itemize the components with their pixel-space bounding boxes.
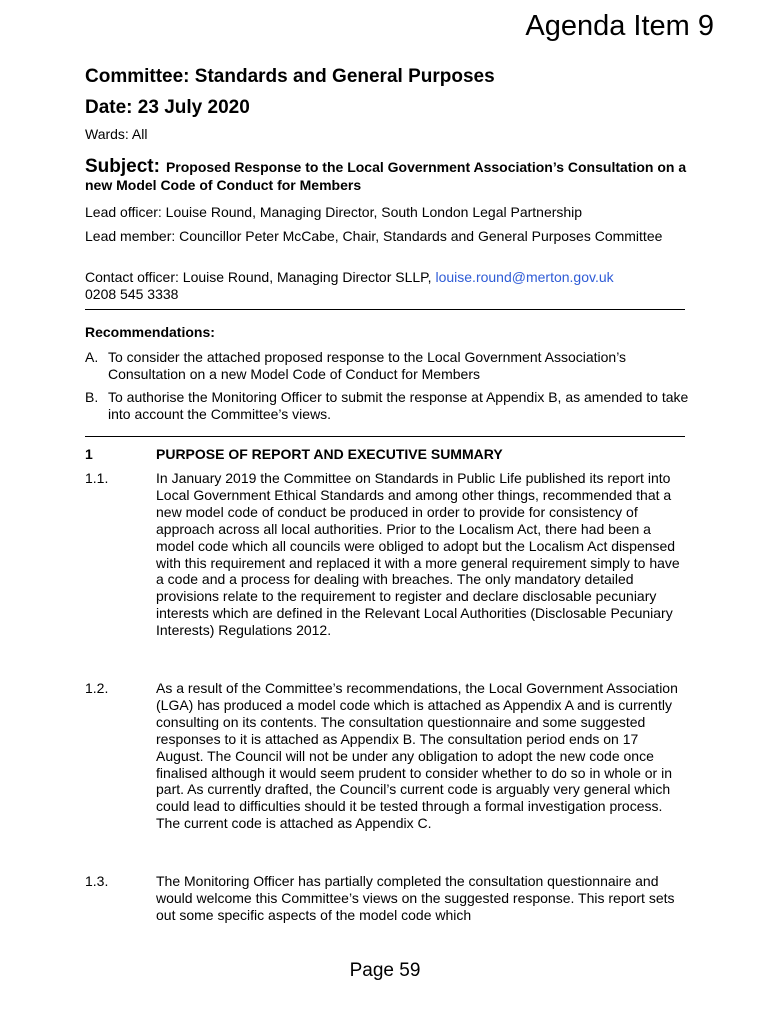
recommendation-text: To consider the attached proposed response to the Local Government Association’s Consultation on a new Model Code of Conduct for Members bbox=[108, 349, 627, 382]
contact-officer bbox=[85, 269, 695, 303]
divider-rule bbox=[85, 309, 685, 310]
paragraph-text: In January 2019 the Committee on Standards in Public Life published its report into Local Government Ethical Standards and among other things, recommended that a new model code of conduct be produced in order to provide for consistency of approach across all local authorities. Prior to the Localism Act, there had been a model code which all councils were obliged to adopt but the Localism Act dispensed with this requirement and replaced it with a more general requirement simply to have a code and a process for dealing with breaches. The only mandatory detailed provisions relate to the requirement to register and declare disclosable pecuniary interests which are defined in the Relevant Local Authorities (Disclosable Pecuniary Interests) Regulations 2012. bbox=[156, 470, 680, 639]
recommendation-letter: B. bbox=[85, 389, 99, 405]
recommendation-item bbox=[85, 389, 695, 423]
subject-text: Proposed Response to the Local Government Association’s Consultation on a new Model Code of Conduct for Members bbox=[85, 159, 687, 193]
section-number: 1 bbox=[85, 446, 93, 462]
paragraph-number: 1.2. bbox=[85, 680, 109, 696]
divider-rule bbox=[85, 436, 685, 437]
paragraph-number: 1.1. bbox=[85, 470, 109, 486]
meeting-date: Date: 23 July 2020 bbox=[85, 97, 250, 118]
section-title: PURPOSE OF REPORT AND EXECUTIVE SUMMARY bbox=[156, 446, 503, 462]
subject-label: Subject: bbox=[85, 156, 160, 177]
lead-officer: Lead officer: Louise Round, Managing Director, South London Legal Partnership bbox=[85, 204, 583, 220]
page-number: Page 59 bbox=[349, 960, 421, 981]
recommendation-letter: A. bbox=[85, 349, 99, 365]
recommendations-heading: Recommendations: bbox=[85, 324, 215, 340]
contact-phone: 0208 545 3338 bbox=[85, 286, 179, 302]
committee-title: Committee: Standards and General Purposes bbox=[85, 66, 495, 87]
recommendation-text: To authorise the Monitoring Officer to submit the response at Appendix B, as amended to take into account the Committee’s views. bbox=[108, 389, 689, 422]
wards-line: Wards: All bbox=[85, 126, 148, 142]
paragraph-text: As a result of the Committee’s recommendations, the Local Government Association (LGA) has produced a model code which is attached as Appendix A and is currently consulting on its contents. The consultation questionnaire and some suggested responses to it is attached as Appendix B. The consultation period ends on 17 August. The Council will not be under any obligation to adopt the new code once finalised although it would seem prudent to consider whether to do so in whole or in part. As currently drafted, the Council’s current code is arguably very general which could lead to difficulties should it be tested through a formal investigation process. The current code is attached as Appendix C. bbox=[156, 680, 678, 832]
lead-member: Lead member: Councillor Peter McCabe, Chair, Standards and General Purposes Committee bbox=[85, 228, 663, 244]
contact-email-link[interactable]: louise.round@merton.gov.uk bbox=[435, 269, 614, 285]
recommendation-item bbox=[85, 349, 695, 383]
paragraph-text: The Monitoring Officer has partially completed the consultation questionnaire and would welcome this Committee’s views on the suggested response. This report sets out some specific aspects of the model code which bbox=[156, 873, 675, 923]
contact-officer-label: Contact officer: Louise Round, Managing Director SLLP, bbox=[85, 269, 432, 285]
agenda-item-heading: Agenda Item 9 bbox=[525, 10, 714, 42]
subject-block bbox=[85, 158, 695, 194]
paragraph-number: 1.3. bbox=[85, 873, 109, 889]
